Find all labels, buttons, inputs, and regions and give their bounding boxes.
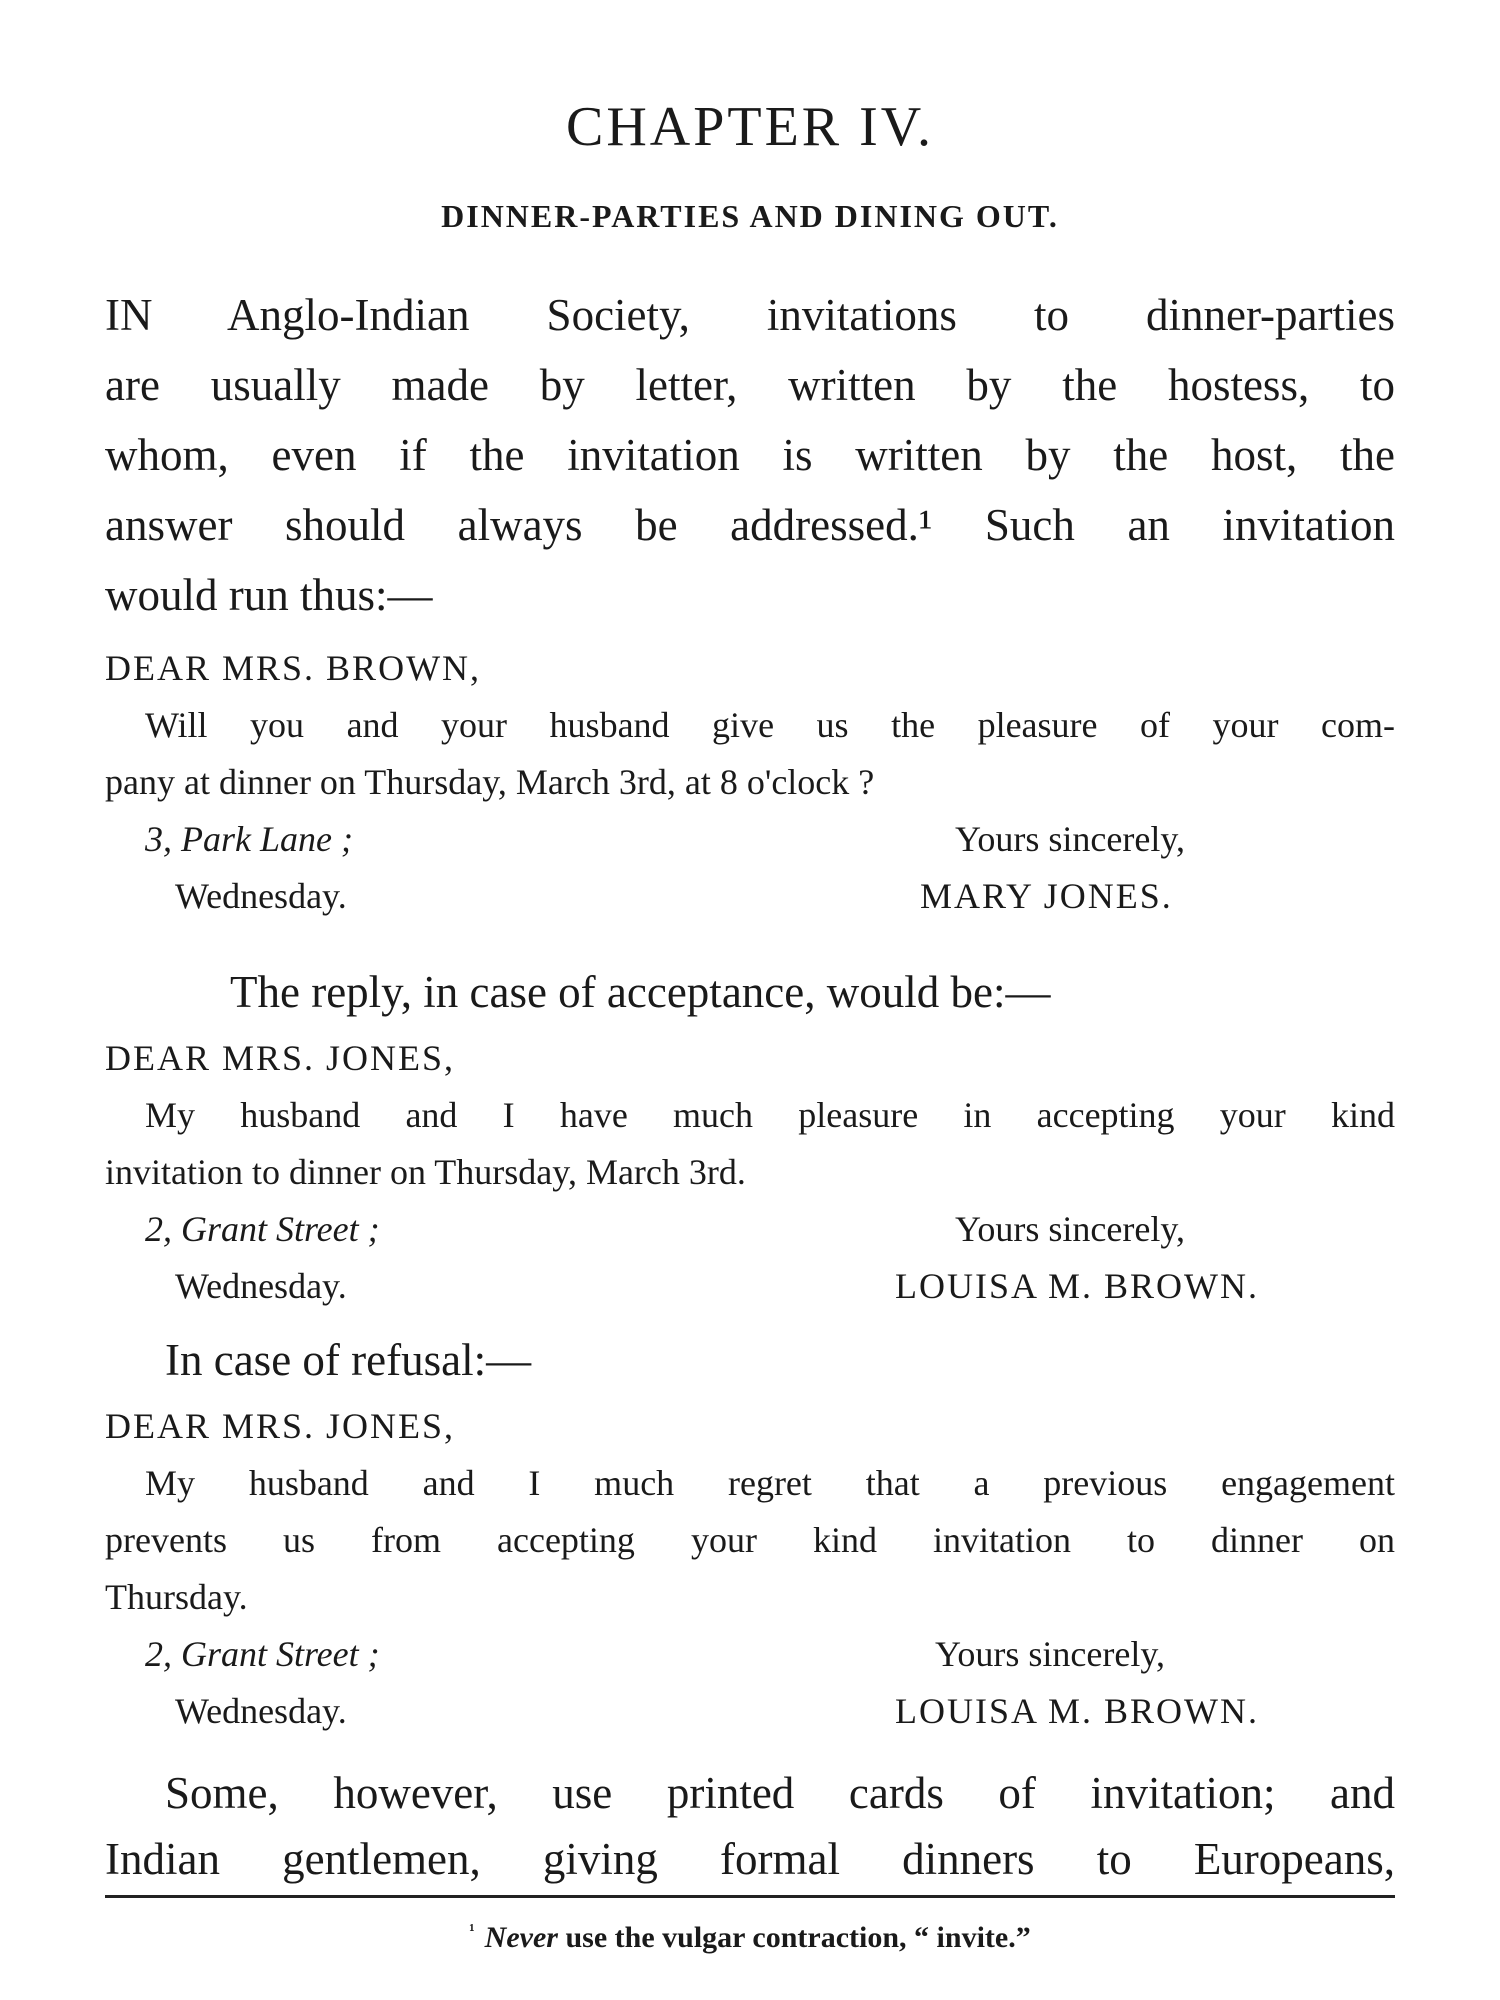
letter-signature: LOUISA M. BROWN. — [895, 1691, 1260, 1731]
intro-paragraph — [105, 280, 1395, 630]
letter-body-line: pany at dinner on Thursday, March 3rd, at 8 o'clock ? — [105, 762, 875, 802]
paragraph-line: Some, however, use printed cards of invitation; and — [165, 1768, 1395, 1818]
signature-row — [105, 1626, 1395, 1683]
paragraph-line: IN Anglo-Indian Society, invitations to dinner-parties — [105, 290, 1395, 340]
letter-day: Wednesday. — [175, 876, 347, 916]
footnote — [0, 1920, 1500, 1955]
letter-closing: Yours sincerely, — [935, 1634, 1165, 1674]
signature-row — [105, 811, 1395, 868]
letter-body-line: Will you and your husband give us the pleasure of your com- — [145, 705, 1395, 745]
footnote-mark: ¹ — [469, 1920, 475, 1940]
closing-paragraph — [105, 1760, 1395, 1892]
letter-salutation: DEAR MRS. JONES, — [105, 1406, 456, 1446]
letter-address: 2, Grant Street ; — [145, 1209, 380, 1249]
paragraph-line: whom, even if the invitation is written by the host, the — [105, 430, 1395, 480]
letter-signature: MARY JONES. — [920, 876, 1173, 916]
chapter-subtitle: DINNER-PARTIES AND DINING OUT. — [441, 198, 1059, 234]
letter-closing: Yours sincerely, — [955, 819, 1185, 859]
paragraph-line: would run thus:— — [105, 570, 433, 620]
signature-row — [105, 1201, 1395, 1258]
signature-row — [105, 868, 1395, 925]
letter-closing: Yours sincerely, — [955, 1209, 1185, 1249]
letter-body-line: prevents us from accepting your kind invitation to dinner on — [105, 1520, 1395, 1560]
letter-body-line: Thursday. — [105, 1577, 248, 1617]
paragraph-line: are usually made by letter, written by the hostess, to — [105, 360, 1395, 410]
letter-salutation: DEAR MRS. JONES, — [105, 1038, 456, 1078]
chapter-heading: CHAPTER IV. — [565, 96, 934, 158]
letter-salutation: DEAR MRS. BROWN, — [105, 648, 482, 688]
letter-signature: LOUISA M. BROWN. — [895, 1266, 1260, 1306]
paragraph-line: answer should always be addressed.¹ Such an invitation — [105, 500, 1395, 550]
refusal-intro: In case of refusal:— — [165, 1335, 532, 1385]
letter-body-line: My husband and I much regret that a previous engagement — [145, 1463, 1395, 1503]
letter-address: 3, Park Lane ; — [145, 819, 353, 859]
reply-intro: The reply, in case of acceptance, would be:— — [230, 967, 1051, 1017]
footnote-emphasis: Never — [484, 1921, 558, 1954]
invitation-letter — [105, 640, 1395, 925]
acceptance-letter — [105, 1030, 1395, 1315]
signature-row — [105, 1258, 1395, 1315]
letter-body-line: My husband and I have much pleasure in accepting your kind — [145, 1095, 1395, 1135]
signature-row — [105, 1683, 1395, 1740]
refusal-letter — [105, 1398, 1395, 1740]
footnote-rule — [105, 1895, 1395, 1898]
paragraph-line: Indian gentlemen, giving formal dinners to Europeans, — [105, 1834, 1395, 1884]
letter-day: Wednesday. — [175, 1691, 347, 1731]
letter-day: Wednesday. — [175, 1266, 347, 1306]
letter-body-line: invitation to dinner on Thursday, March 3rd. — [105, 1152, 746, 1192]
letter-address: 2, Grant Street ; — [145, 1634, 380, 1674]
footnote-text: use the vulgar contraction, “ invite.” — [565, 1921, 1031, 1954]
